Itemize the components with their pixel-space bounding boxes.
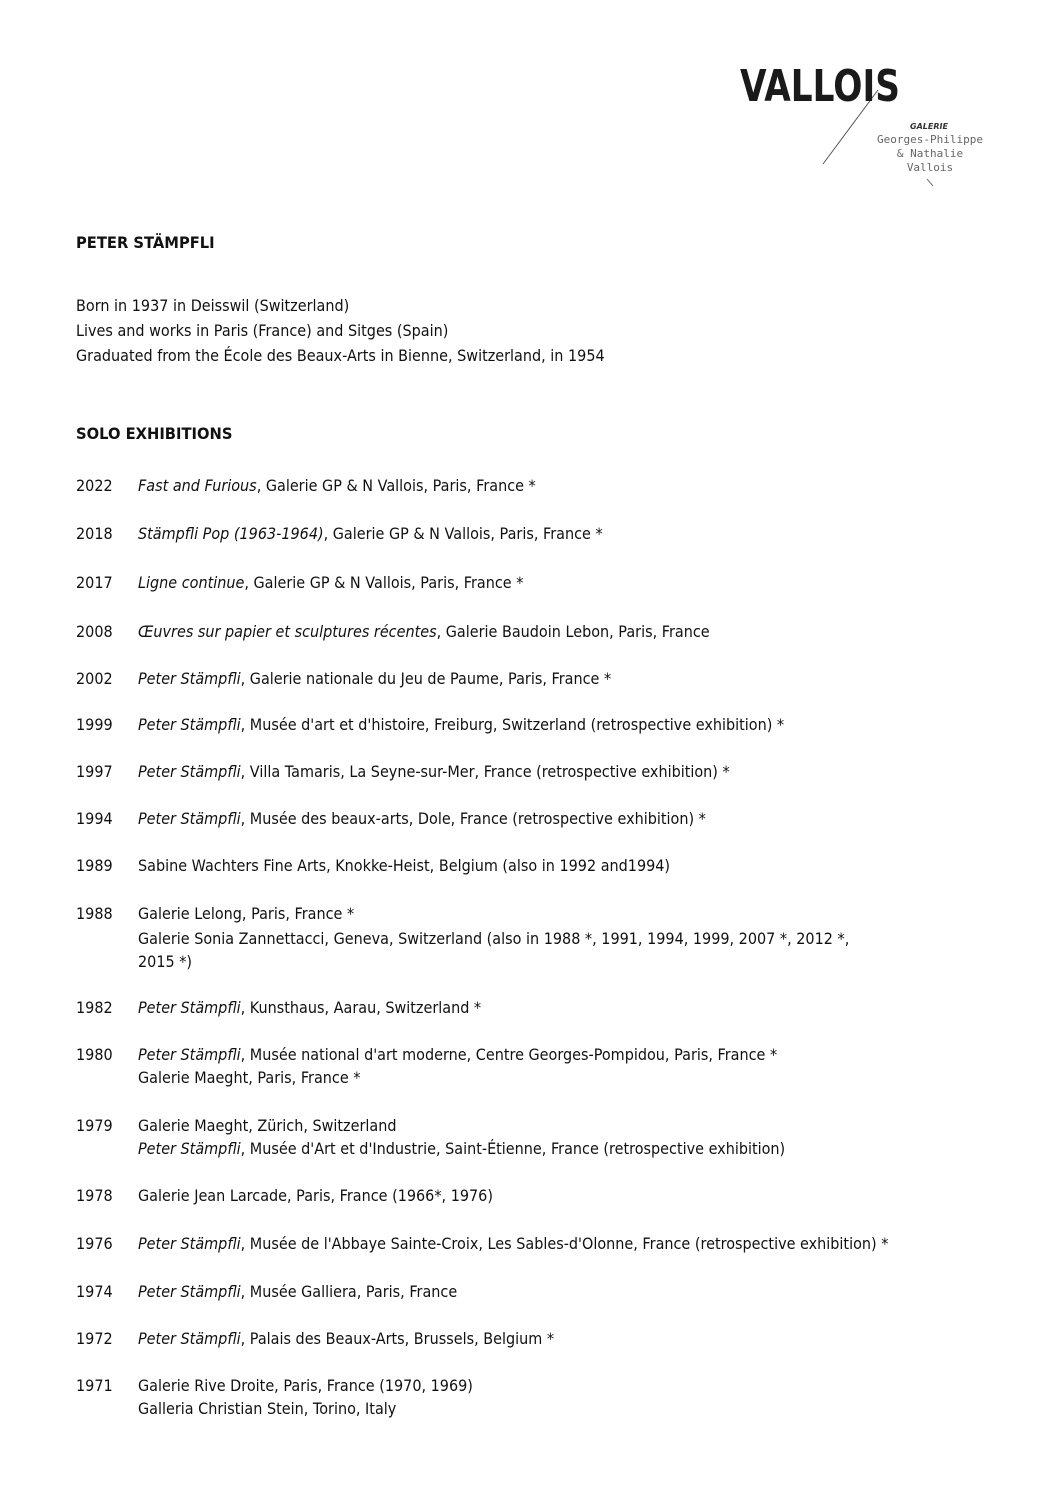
logo-names [870, 133, 990, 175]
logo-wordmark: VALLOIS [740, 61, 900, 112]
exhibition-venue: , Musée d'art et d'histoire, Freiburg, Switzerland (retrospective exhibition) * [240, 715, 785, 734]
exhibition-venue: , Musée national d'art moderne, Centre Georges-Pompidou, Paris, France * [240, 1045, 778, 1064]
exhibition-venue: Galleria Christian Stein, Torino, Italy [138, 1399, 397, 1418]
exhibition-year: 2022 [76, 476, 113, 495]
exhibition-year: 2017 [76, 573, 113, 592]
exhibition-year: 1999 [76, 715, 113, 734]
exhibition-venue: , Villa Tamaris, La Seyne-sur-Mer, France (retrospective exhibition) * [240, 762, 730, 781]
exhibition-line [138, 927, 849, 950]
exhibition-venue: , Musée de l'Abbaye Sainte-Croix, Les Sables-d'Olonne, France (retrospective exhibition) * [240, 1234, 889, 1253]
exhibition-title: Peter Stämpfli [138, 809, 241, 828]
exhibition-venue: , Musée d'Art et d'Industrie, Saint-Étienne, France (retrospective exhibition) [240, 1139, 786, 1158]
exhibition-year: 1971 [76, 1376, 113, 1395]
exhibition-title: Peter Stämpfli [138, 1234, 241, 1253]
artist-bio [76, 293, 663, 368]
exhibition-line [138, 1397, 396, 1420]
exhibition-year: 2002 [76, 669, 113, 688]
bio-line: Born in 1937 in Deisswil (Switzerland) [76, 296, 350, 315]
exhibition-title: Peter Stämpfli [138, 1329, 241, 1348]
exhibition-line [138, 667, 611, 690]
exhibition-venue: , Galerie GP & N Vallois, Paris, France * [256, 476, 536, 495]
exhibition-line [138, 620, 710, 643]
exhibition-venue: Galerie Maeght, Zürich, Switzerland [138, 1116, 397, 1135]
exhibition-title: Peter Stämpfli [138, 762, 241, 781]
exhibition-line [138, 950, 192, 973]
exhibition-title: Peter Stämpfli [138, 715, 241, 734]
logo-name-line: Georges-Philippe [877, 133, 983, 146]
exhibition-year: 1972 [76, 1329, 113, 1348]
exhibition-venue: Galerie Sonia Zannettacci, Geneva, Switzerland (also in 1988 *, 1991, 1994, 1999, 2007 *, 2012 *, [138, 929, 850, 948]
exhibition-year: 1997 [76, 762, 113, 781]
exhibition-venue: , Galerie Baudoin Lebon, Paris, France [436, 622, 710, 641]
logo-name-line: Vallois [906, 161, 954, 174]
section-title: SOLO EXHIBITIONS [76, 424, 233, 443]
bio-line: Lives and works in Paris (France) and Sitges (Spain) [76, 321, 449, 340]
exhibition-year: 1978 [76, 1186, 113, 1205]
exhibition-title: Œuvres sur papier et sculptures récentes [138, 622, 437, 641]
exhibition-venue: , Galerie nationale du Jeu de Paume, Paris, France * [240, 669, 612, 688]
exhibition-year: 1988 [76, 904, 113, 923]
exhibition-year: 2018 [76, 524, 113, 543]
exhibition-year: 2008 [76, 622, 113, 641]
exhibition-venue: Galerie Lelong, Paris, France * [138, 904, 355, 923]
exhibition-year: 1974 [76, 1282, 113, 1301]
exhibition-venue: , Kunsthaus, Aarau, Switzerland * [240, 998, 482, 1017]
exhibition-line [138, 1137, 785, 1160]
exhibition-line [138, 996, 481, 1019]
exhibition-line [138, 1374, 473, 1397]
exhibition-year: 1980 [76, 1045, 113, 1064]
exhibition-year: 1976 [76, 1234, 113, 1253]
exhibition-venue: 2015 *) [138, 952, 193, 971]
exhibition-line [138, 807, 706, 830]
artist-name: PETER STÄMPFLI [76, 233, 215, 252]
exhibition-line [138, 1114, 396, 1137]
exhibition-title: Peter Stämpfli [138, 1139, 241, 1158]
exhibition-line [138, 1184, 493, 1207]
exhibition-line [138, 1043, 777, 1066]
exhibition-line [138, 1327, 554, 1350]
exhibition-title: Peter Stämpfli [138, 1045, 241, 1064]
exhibition-venue: Galerie Rive Droite, Paris, France (1970, 1969) [138, 1376, 473, 1395]
exhibition-line [138, 854, 670, 877]
exhibition-venue: , Galerie GP & N Vallois, Paris, France * [323, 524, 603, 543]
exhibition-venue: , Galerie GP & N Vallois, Paris, France * [244, 573, 524, 592]
exhibition-venue: , Musée des beaux-arts, Dole, France (retrospective exhibition) * [240, 809, 706, 828]
exhibition-year: 1979 [76, 1116, 113, 1135]
exhibition-title: Peter Stämpfli [138, 1282, 241, 1301]
logo-galerie-label: GALERIE [910, 122, 948, 131]
exhibition-venue: Sabine Wachters Fine Arts, Knokke-Heist, Belgium (also in 1992 and1994) [138, 856, 671, 875]
exhibition-venue: , Musée Galliera, Paris, France [240, 1282, 458, 1301]
exhibition-venue: , Palais des Beaux-Arts, Brussels, Belgium * [240, 1329, 555, 1348]
exhibition-year: 1982 [76, 998, 113, 1017]
bio-line: Graduated from the École des Beaux-Arts in Bienne, Switzerland, in 1954 [76, 346, 605, 365]
exhibition-line [138, 474, 536, 497]
exhibition-venue: Galerie Jean Larcade, Paris, France (1966*, 1976) [138, 1186, 493, 1205]
exhibition-title: Peter Stämpfli [138, 998, 241, 1017]
exhibition-line [138, 522, 603, 545]
exhibition-title: Peter Stämpfli [138, 669, 241, 688]
exhibition-line [138, 1066, 360, 1089]
exhibition-title: Ligne continue [138, 573, 245, 592]
exhibition-line [138, 902, 354, 925]
exhibition-year: 1994 [76, 809, 113, 828]
exhibition-year: 1989 [76, 856, 113, 875]
logo-name-line: & Nathalie [896, 147, 964, 160]
exhibition-title: Fast and Furious [138, 476, 257, 495]
exhibition-title: Stämpfli Pop (1963-1964) [138, 524, 324, 543]
exhibition-line [138, 1280, 457, 1303]
gallery-logo [730, 62, 1000, 192]
exhibition-line [138, 760, 730, 783]
exhibition-line [138, 1232, 888, 1255]
exhibition-venue: Galerie Maeght, Paris, France * [138, 1068, 361, 1087]
exhibition-line [138, 571, 523, 594]
exhibition-line [138, 713, 784, 736]
